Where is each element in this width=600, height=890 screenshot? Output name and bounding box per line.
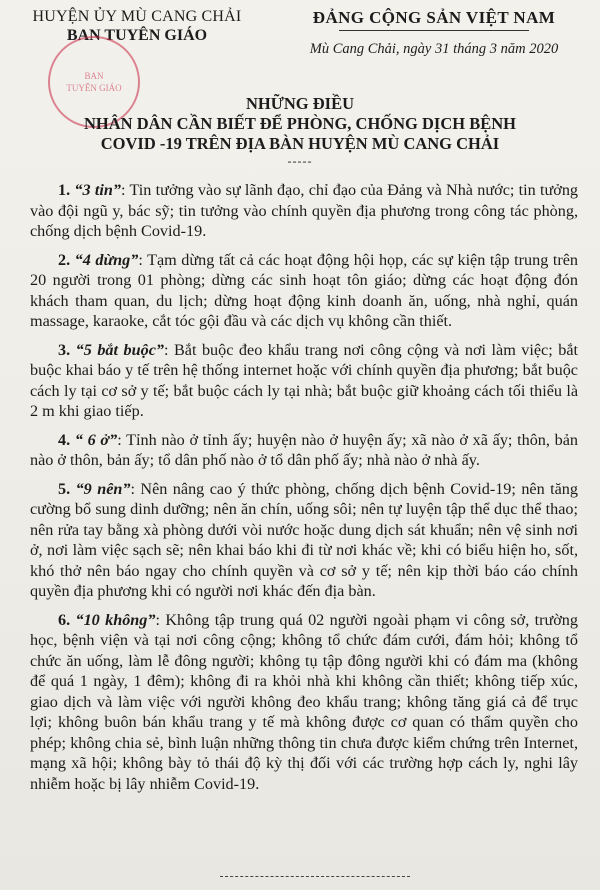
item-keyword: “3 tin” [74, 181, 121, 199]
item-text: : Nên nâng cao ý thức phòng, chống dịch bệnh Covid-19; nên tăng cường bổ sung dinh dưỡng; nên ăn chín, uống sôi; nên tự luyện tập thể dục thể thao; nên rửa tay bằng xà phòng dưới vòi nước hoặc dung dịch sát khuẩn; nên vệ sinh nơi ở, nơi làm việc sạch sẽ; nên khai báo khi đi từ nơi khác về; khi có biểu hiện ho, sốt, khó thở nên báo ngay cho chính quyền và cơ sở y tế; nên kịp thời báo cáo chính quyền địa phương khi có người nơi khác đến địa bàn. [30, 479, 578, 600]
title-line-3: COVID -19 TRÊN ĐỊA BÀN HUYỆN MÙ CANG CHẢI [100, 134, 500, 153]
stamp-text-1: BAN [84, 71, 104, 81]
item-keyword: “10 không” [75, 610, 156, 629]
item-number: 2. [58, 250, 71, 269]
item-text: : Tin tưởng vào sự lãnh đạo, chỉ đạo của Đảng và Nhà nước; tin tưởng vào đội ngũ y, bác sỹ; tin tưởng vào chính quyền địa phương trong công tác phòng, chống dịch bệnh Covid-19. [30, 181, 579, 240]
title-line-1: NHỮNG ĐIỀU [245, 94, 354, 113]
party-block [284, 8, 584, 58]
item-number: 3. [58, 340, 71, 359]
item-text: : Tỉnh nào ở tỉnh ấy; huyện nào ở huyện ấy; xã nào ở xã ấy; thôn, bản nào ở thôn, bản ấy; tổ dân phố nào ở tổ dân phố ấy; nhà nào ở nhà ấy. [30, 430, 579, 469]
party-name: ĐẢNG CỘNG SẢN VIỆT NAM [312, 8, 556, 27]
item-keyword: “9 nên” [75, 479, 131, 498]
list-item-6 [30, 610, 578, 795]
issuer-block [22, 8, 252, 45]
party-underline [339, 30, 529, 31]
title-line-2: NHÂN DÂN CẦN BIẾT ĐỂ PHÒNG, CHỐNG DỊCH BỆNH [84, 114, 516, 133]
item-number: 1. [58, 181, 71, 199]
footer-divider [220, 876, 410, 877]
date-line: Mù Cang Chải, ngày 31 tháng 3 năm 2020 [309, 41, 559, 57]
list-item-4 [30, 430, 578, 471]
stamp-text-2: TUYÊN GIÁO [66, 83, 122, 93]
item-number: 6. [58, 610, 71, 629]
list-item-5 [30, 479, 578, 602]
document-title [20, 94, 580, 168]
item-keyword: “5 bắt buộc” [75, 340, 164, 359]
item-number: 5. [58, 479, 71, 498]
document-body [30, 180, 578, 802]
item-text: : Tạm dừng tất cả các hoạt động hội họp, các sự kiện tập trung trên 20 người trong 01 phòng; dừng các sinh hoạt tôn giáo; dừng các hoạt động đón khách tham quan, du lịch; dừng hoạt động kinh doanh ăn, uống, nhà nghỉ, quán massage, karaoke, cắt tóc gội đầu và các dịch vụ không cần thiết. [30, 250, 579, 330]
item-keyword: “4 dừng” [74, 250, 139, 269]
list-item-3 [30, 340, 578, 422]
list-item-1 [30, 180, 578, 242]
list-item-2 [30, 250, 578, 332]
item-text: : Không tập trung quá 02 người ngoài phạm vi công sở, trường học, bệnh viện và tại nơi công cộng; không tổ chức đám cưới, đám hỏi; không tổ chức ăn uống, làm lễ đông người; không tụ tập đông người khi có đám ma (không để quá 1 ngày, 1 đêm); không đi ra khỏi nhà khi không cần thiết; không tiếp xúc, giao dịch và làm việc với người không đeo khẩu trang; không tăng giá cả để trục lợi; không buôn bán khẩu trang y tế mà không được cơ quan có thẩm quyền cho phép; không chia sẻ, bình luận những thông tin chưa được kiểm chứng trên Internet, mạng xã hội; không bày tỏ thái độ kỳ thị đối với các trường hợp cách ly, nghi lây nhiễm hoặc bị lây nhiễm Covid-19. [30, 610, 578, 793]
item-keyword: “ 6 ở” [74, 430, 118, 449]
item-number: 4. [58, 430, 71, 449]
issuer-parent: HUYỆN ỦY MÙ CANG CHẢI [32, 8, 242, 25]
title-separator: ----- [287, 154, 313, 168]
issuer-name: BAN TUYÊN GIÁO [66, 27, 208, 44]
item-text: : Bắt buộc đeo khẩu trang nơi công cộng và nơi làm việc; bắt buộc khai báo y tế trên hệ thống internet hoặc với chính quyền địa phương; bắt buộc cách ly tại cơ sở y tế; bắt buộc cách ly tại nhà; bắt buộc giữ khoảng cách tối thiểu là 2 m khi giao tiếp. [30, 340, 579, 420]
